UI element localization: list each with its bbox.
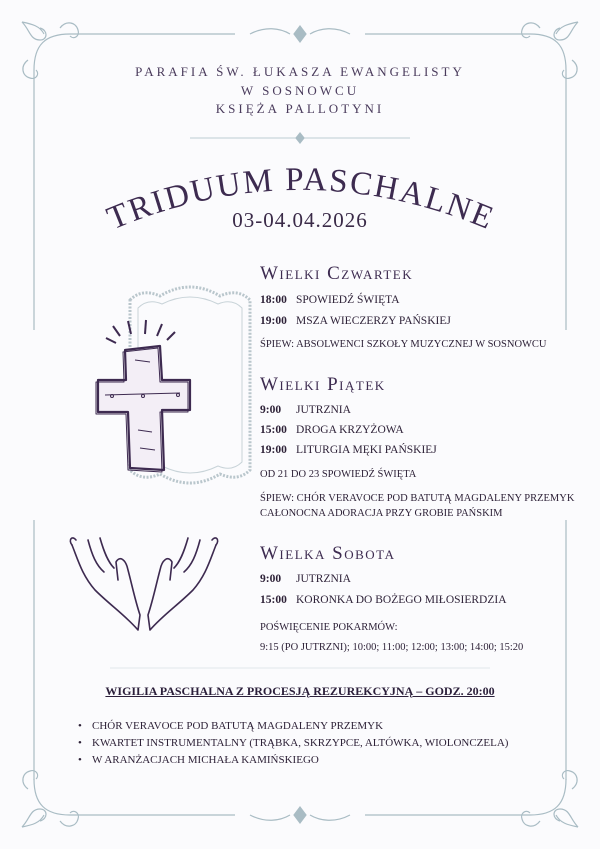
schedule-item: 9:00 JUTRZNIA <box>260 404 351 416</box>
friday-confession: OD 21 DO 23 SPOWIEDŹ ŚWIĘTA <box>260 469 417 480</box>
section-title-friday: Wielki Piątek <box>260 374 386 395</box>
list-item: • CHÓR VERAVOCE POD BATUTĄ MAGDALENY PRZEMYK <box>78 720 384 732</box>
event-date: 03-04.04.2026 <box>232 208 368 232</box>
friday-note: ŚPIEW: CHÓR VERAVOCE POD BATUTĄ MAGDALENY PRZEMYK <box>260 493 575 504</box>
schedule-item: 18:00 SPOWIEDŹ ŚWIĘTA <box>260 294 400 306</box>
cross-illustration <box>96 320 190 472</box>
open-hands-illustration <box>70 538 217 630</box>
parish-order: KSIĘŻA PALLOTYNI <box>215 101 385 116</box>
list-item: • KWARTET INSTRUMENTALNY (TRĄBKA, SKRZYPCE, ALTÓWKA, WIOLONCZELA) <box>78 737 509 749</box>
parish-city: W SOSNOWCU <box>240 83 360 98</box>
page-title <box>0 140 600 260</box>
blessing-label: POŚWIĘCENIE POKARMÓW: <box>260 622 398 633</box>
blessing-times: 9:15 (PO JUTRZNI); 10:00; 11:00; 12:00; 13:00; 14:00; 15:20 <box>260 642 524 653</box>
parish-name: PARAFIA ŚW. ŁUKASZA EWANGELISTY <box>135 64 465 79</box>
corner-ornament-br <box>522 771 578 827</box>
thursday-note: ŚPIEW: ABSOLWENCI SZKOŁY MUZYCZNEJ W SOSNOWCU <box>260 339 547 350</box>
section-title-saturday: Wielka Sobota <box>260 543 396 564</box>
schedule-item: 15:00 DROGA KRZYŻOWA <box>260 424 404 436</box>
list-item: • W ARANŻACJACH MICHAŁA KAMIŃSKIEGO <box>78 754 319 766</box>
schedule-item: 19:00 MSZA WIECZERZY PAŃSKIEJ <box>260 315 451 327</box>
vigil-heading: WIGILIA PASCHALNA Z PROCESJĄ REZUREKCYJNĄ – GODZ. 20:00 <box>105 684 495 698</box>
schedule-item: 9:00 JUTRZNIA <box>260 573 351 585</box>
schedule-item: 15:00 KORONKA DO BOŻEGO MIŁOSIERDZIA <box>260 594 507 606</box>
friday-adoration: CAŁONOCNA ADORACJA PRZY GROBIE PAŃSKIM <box>260 508 503 519</box>
schedule-item: 19:00 LITURGIA MĘKI PAŃSKIEJ <box>260 444 437 456</box>
corner-ornament-bl <box>22 771 78 827</box>
svg-text:TRIDUUM PASCHALNE: TRIDUUM PASCHALNE <box>102 161 500 238</box>
section-title-thursday: Wielki Czwartek <box>260 263 414 284</box>
vigil-list <box>78 720 508 771</box>
